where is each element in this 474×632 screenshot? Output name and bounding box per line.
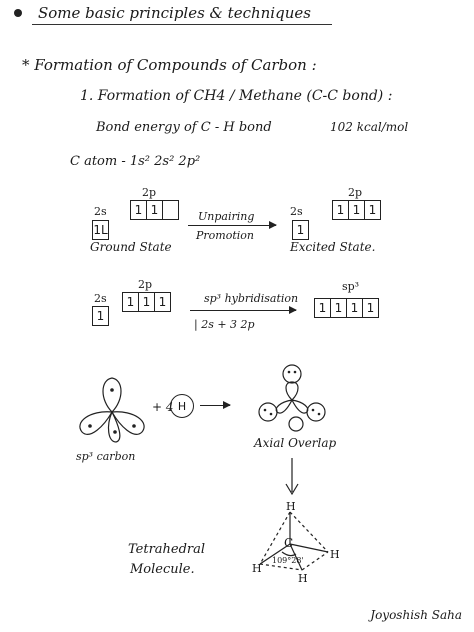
ground-state-caption: Ground State bbox=[90, 240, 172, 254]
orbital-cell bbox=[163, 201, 178, 219]
orbital-cell: 1 bbox=[96, 309, 105, 323]
plus-four: + 4 bbox=[152, 400, 174, 414]
orbital-cell: 1 bbox=[333, 201, 349, 219]
down-arrow bbox=[284, 458, 300, 498]
tetra-carbon: C bbox=[284, 536, 294, 550]
ground-2s-orbital-box bbox=[92, 220, 109, 240]
hybrid-2s-orbital-box bbox=[92, 306, 109, 326]
axial-overlap-drawing bbox=[250, 358, 340, 438]
unpairing-label: Unpairing bbox=[198, 210, 255, 223]
excited-2p-orbital-box bbox=[332, 200, 381, 220]
author-signature: Joyoshish Saha bbox=[370, 608, 462, 622]
section-heading: * Formation of Compounds of Carbon : bbox=[22, 56, 317, 74]
bond-angle-label: 109°28' bbox=[272, 556, 304, 565]
hybridisation-formula: | 2s + 3 2p bbox=[194, 318, 255, 331]
orbital-cell: 1 bbox=[123, 293, 139, 311]
sp3-lobe-left bbox=[80, 412, 112, 435]
excited-state-caption: Excited State. bbox=[290, 240, 376, 254]
electron-configuration: C atom - 1s² 2s² 2p² bbox=[70, 154, 201, 169]
tetra-h-bottom: H bbox=[298, 572, 308, 585]
orbital-cell: 1 bbox=[331, 299, 347, 317]
orbital-cell: 1L bbox=[93, 223, 108, 237]
sp3-lobe-bottom bbox=[109, 412, 120, 442]
ground-2p-orbital-box bbox=[130, 200, 179, 220]
sp3-label: sp³ bbox=[342, 280, 360, 293]
tetra-h-right: H bbox=[330, 548, 340, 561]
tetra-h-left: H bbox=[252, 562, 262, 575]
excited-2p-label: 2p bbox=[348, 186, 363, 199]
tetrahedral-caption-line1: Tetrahedral bbox=[128, 542, 206, 557]
tetrahedral-caption-line2: Molecule. bbox=[130, 562, 195, 577]
orbital-cell: 1 bbox=[347, 299, 363, 317]
sp3-orbital-box bbox=[314, 298, 379, 318]
orbital-cell: 1 bbox=[158, 295, 167, 309]
ground-2s-label: 2s bbox=[94, 205, 107, 218]
bond-energy-value: 102 kcal/mol bbox=[330, 120, 409, 134]
reaction-arrow bbox=[200, 405, 230, 406]
title-bullet bbox=[14, 9, 22, 17]
orbital-cell: 1 bbox=[349, 201, 365, 219]
sp3-lobe-top bbox=[103, 378, 121, 412]
axial-overlap-caption: Axial Overlap bbox=[254, 436, 337, 450]
sp3-carbon-caption: sp³ carbon bbox=[76, 450, 136, 463]
promotion-label: Promotion bbox=[196, 229, 254, 242]
hybrid-2p-label: 2p bbox=[138, 278, 153, 291]
page-title: Some basic principles & techniques bbox=[38, 4, 311, 22]
bond-energy-label: Bond energy of C - H bond bbox=[96, 120, 272, 135]
hybridisation-label: sp³ hybridisation bbox=[204, 292, 299, 305]
orbital-cell: 1 bbox=[368, 203, 377, 217]
tetra-h-top: H bbox=[286, 500, 296, 513]
hydrogen-label: H bbox=[177, 399, 187, 413]
orbital-cell: 1 bbox=[147, 201, 163, 219]
orbital-cell: 1 bbox=[131, 201, 147, 219]
orbital-cell: 1 bbox=[366, 301, 375, 315]
bond-right bbox=[290, 544, 328, 552]
excited-2s-label: 2s bbox=[290, 205, 303, 218]
orbital-cell: 1 bbox=[315, 299, 331, 317]
orbital-cell: 1 bbox=[139, 293, 155, 311]
promotion-arrow bbox=[188, 225, 276, 226]
orbital-cell: 1 bbox=[296, 223, 305, 237]
ground-2p-label: 2p bbox=[142, 186, 157, 199]
sp3-carbon-drawing bbox=[60, 370, 170, 460]
hybrid-2s-label: 2s bbox=[94, 292, 107, 305]
hybridisation-arrow bbox=[190, 310, 296, 311]
excited-2s-orbital-box bbox=[292, 220, 309, 240]
subsection-heading: 1. Formation of CH4 / Methane (C-C bond) : bbox=[80, 88, 393, 104]
hydrogen-atom bbox=[170, 394, 194, 418]
title-underline bbox=[32, 24, 332, 25]
hybrid-2p-orbital-box bbox=[122, 292, 171, 312]
